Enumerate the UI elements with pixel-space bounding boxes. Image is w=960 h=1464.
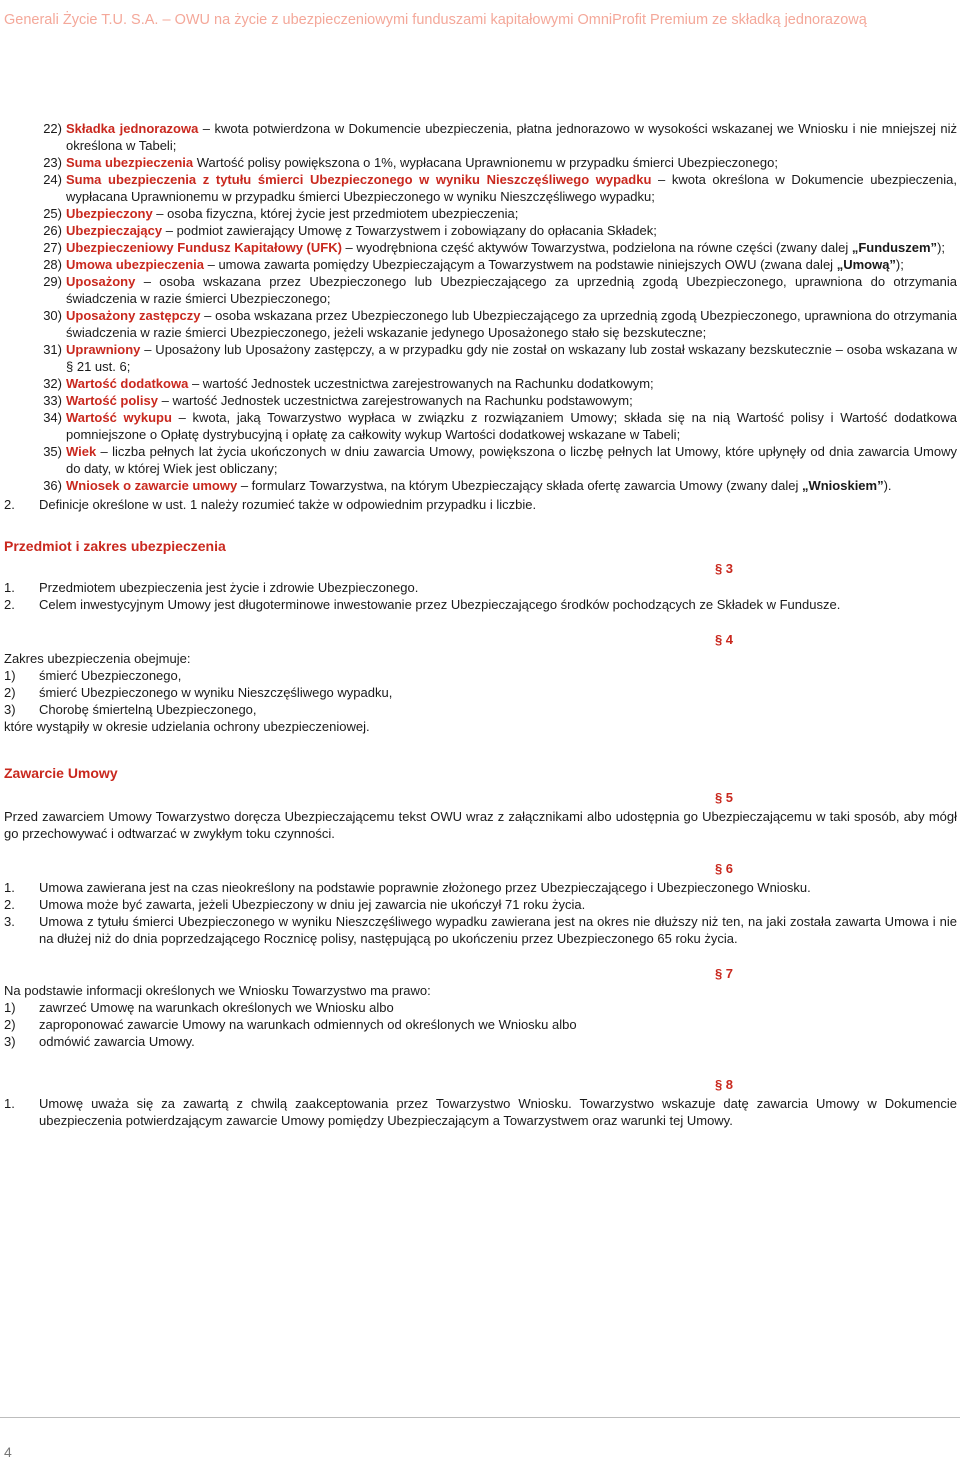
list-item [4,913,957,947]
page-number: 4 [4,1444,12,1460]
list-item [4,896,957,913]
definition-text: – osoba wskazana przez Ubezpieczonego lub Ubezpieczającego za uprzednią zgodą Ubezpieczonego, uprawniona do otrzymania świadczenia w razie śmierci Ubezpieczonego, jeżeli wskazanie jedynego Uposażonego stało się bezskuteczne; [66,308,957,340]
header-company: Generali Życie T.U. S.A. [4,12,159,28]
definition-body [66,409,957,443]
definition-item [4,256,957,273]
definition-body [66,307,957,341]
definition-body [66,205,957,222]
list-item-number: 2) [4,685,16,700]
definition-body [66,375,957,392]
definition-term: Wiek [66,444,97,459]
list-item [4,596,957,613]
page-header [4,12,954,29]
list-item [4,667,957,684]
definition-number: 24) [43,172,62,187]
definition-item [4,409,957,443]
definition-number: 32) [43,376,62,391]
definition-text: – liczba pełnych lat życia ukończonych w dniu zawarcia Umowy, powiększona o liczbę pełnych lat Umowy, które upłynęły od dnia zawarcia Umowy do daty, w której Wiek jest obliczany; [66,444,957,476]
definition-term: Suma ubezpieczenia z tytułu śmierci Ubezpieczonego w wyniku Nieszczęśliwego wypadku [66,172,652,187]
section-title-subject: Przedmiot i zakres ubezpieczenia [4,538,226,554]
paragraph-8-label: § 8 [714,1077,734,1092]
definition-alias: „Funduszem” [851,240,938,255]
list-item-text: Umowę uważa się za zawartą z chwilą zaakceptowania przez Towarzystwo Wniosku. Towarzystwo wskazuje datę zawarcia Umowy w Dokumencie ubezpieczenia potwierdzającym zawarcie Umowy pomiędzy Ubezpieczającym a Towarzystwem oraz warunki tej Umowy. [39,1096,957,1128]
definition-item [4,443,957,477]
definition-body [66,256,957,273]
point-2 [4,496,957,513]
list-item [4,579,957,596]
definition-text: – kwota potwierdzona w Dokumencie ubezpieczenia, płatna jednorazowo w wysokości wskazanej we Wniosku i nie mniejszej niż określona w Tabeli; [66,121,957,153]
paragraph-3-list [4,579,957,613]
list-item-text: zawrzeć Umowę na warunkach określonych we Wniosku albo [39,1000,394,1015]
definition-alias: „Wnioskiem” [801,478,884,493]
paragraph-6-label: § 6 [714,861,734,876]
definition-item [4,120,957,154]
list-item-text: Umowa z tytułu śmierci Ubezpieczonego w wyniku Nieszczęśliwego wypadku zawierana jest na okres nie dłuższy niż ten, na jaki została zawarta Umowa i nie na dłużej niż do dnia poprzedzającego Rocznicę polisy, następującą po ukończeniu przez Ubezpieczonego 65 roku życia. [39,914,957,946]
definition-text: Wartość polisy powiększona o 1%, wypłacana Uprawnionemu w przypadku śmierci Ubezpieczonego; [193,155,778,170]
definition-term: Wartość polisy [66,393,158,408]
definition-body [66,222,957,239]
list-item-number: 2) [4,1017,16,1032]
list-item [4,1016,957,1033]
list-item [4,701,957,718]
definition-item [4,477,957,494]
definition-term: Wartość dodatkowa [66,376,189,391]
list-item-text: Chorobę śmiertelną Ubezpieczonego, [39,702,257,717]
definition-number: 27) [43,240,62,255]
definition-term: Składka jednorazowa [66,121,199,136]
definition-tail: ); [937,240,946,255]
definition-number: 26) [43,223,62,238]
definition-text: – kwota określona w Dokumencie ubezpieczenia, wypłacana Uprawnionemu w przypadku śmierci Ubezpieczonego w wyniku Nieszczęśliwego wypadku; [66,172,957,204]
definition-term: Ubezpieczający [66,223,163,238]
list-item-text: śmierć Ubezpieczonego w wyniku Nieszczęśliwego wypadku, [39,685,393,700]
definition-text: – osoba fizyczna, której życie jest przedmiotem ubezpieczenia; [152,206,519,221]
list-item-number: 1. [4,1096,15,1111]
definition-number: 25) [43,206,62,221]
point-number: 2. [4,497,15,512]
header-title: OWU na życie z ubezpieczeniowymi funduszami kapitałowymi OmniProfit Premium ze składką jednorazową [174,12,867,28]
definition-item [4,307,957,341]
paragraph-4-list [4,667,957,718]
definition-number: 34) [43,410,62,425]
definition-tail: ). [883,478,892,493]
definition-text: – wartość Jednostek uczestnictwa zarejestrowanych na Rachunku podstawowym; [157,393,633,408]
list-item-number: 2. [4,597,15,612]
definition-tail: ); [895,257,904,272]
definition-text: – podmiot zawierający Umowę z Towarzystwem i zobowiązany do opłacania Składek; [162,223,657,238]
list-item-number: 1. [4,880,15,895]
list-item-number: 3) [4,702,16,717]
definition-term: Suma ubezpieczenia [66,155,194,170]
definition-item [4,273,957,307]
definition-item [4,205,957,222]
definition-term: Ubezpieczeniowy Fundusz Kapitałowy (UFK) [66,240,342,255]
definition-body [66,392,957,409]
definition-item [4,239,957,256]
definition-text: – wartość Jednostek uczestnictwa zarejestrowanych na Rachunku dodatkowym; [188,376,654,391]
paragraph-8-list [4,1095,957,1129]
definition-body [66,120,957,154]
list-item-number: 1) [4,1000,16,1015]
header-dash: – [158,12,175,28]
definitions-list [4,120,957,494]
definition-text: – osoba wskazana przez Ubezpieczonego lub Ubezpieczającego za uprzednią zgodą Ubezpieczonego, uprawniona do otrzymania świadczenia w razie śmierci Ubezpieczonego; [66,274,957,306]
paragraph-4-outro: które wystąpiły w okresie udzielania ochrony ubezpieczeniowej. [4,719,370,734]
definition-text: – kwota, jaką Towarzystwo wypłaca w związku z rozwiązaniem Umowy; składa się na nią Wartość polisy i Wartość dodatkowa pomniejszone o Opłatę dystrybucyjną i opłatę za całkowity wykup Wartości dodatkowej wskazane w Tabeli; [66,410,957,442]
paragraph-7-list [4,999,957,1050]
definition-number: 30) [43,308,62,323]
definition-number: 35) [43,444,62,459]
list-item-text: Celem inwestycyjnym Umowy jest długoterminowe inwestowanie przez Ubezpieczającego środków pochodzących ze Składek w Fundusze. [39,597,841,612]
definition-number: 23) [43,155,62,170]
definition-item [4,375,957,392]
definition-term: Uprawniony [66,342,141,357]
definition-alias: „Umową” [836,257,896,272]
definition-item [4,392,957,409]
point-text: Definicje określone w ust. 1 należy rozumieć także w odpowiednim przypadku i liczbie. [39,497,537,512]
paragraph-4-label: § 4 [714,632,734,647]
list-item-text: Przedmiotem ubezpieczenia jest życie i zdrowie Ubezpieczonego. [39,580,419,595]
list-item-text: zaproponować zawarcie Umowy na warunkach odmiennych od określonych we Wniosku albo [39,1017,577,1032]
list-item-text: odmówić zawarcia Umowy. [39,1034,195,1049]
definition-body [66,477,957,494]
list-item [4,1033,957,1050]
definition-term: Wartość wykupu [66,410,172,425]
definition-item [4,341,957,375]
definition-text: – formularz Towarzystwa, na którym Ubezpieczający składa ofertę zawarcia Umowy (zwany dalej [237,478,802,493]
list-item-number: 3. [4,914,15,929]
definition-body [66,154,957,171]
definition-body [66,239,957,256]
list-item-number: 2. [4,897,15,912]
definition-number: 36) [43,478,62,493]
paragraph-5-text: Przed zawarciem Umowy Towarzystwo doręcza Ubezpieczającemu tekst OWU wraz z załącznikami albo udostępnia go Ubezpieczającemu w taki sposób, aby mógł go przechowywać i odtwarzać w zwykłym toku czynności. [4,809,957,841]
paragraph-7-intro: Na podstawie informacji określonych we Wniosku Towarzystwo ma prawo: [4,983,431,998]
definition-text: – wyodrębniona część aktywów Towarzystwa, podzielona na równe części (zwany dalej [341,240,852,255]
paragraph-3-label: § 3 [714,561,734,576]
definition-item [4,171,957,205]
definition-term: Umowa ubezpieczenia [66,257,204,272]
definition-number: 29) [43,274,62,289]
paragraph-6-list [4,879,957,947]
definition-item [4,222,957,239]
list-item-text: Umowa zawierana jest na czas nieokreślony na podstawie poprawnie złożonego przez Ubezpieczającego i Ubezpieczonego Wniosku. [39,880,811,895]
definition-text: – Uposażony lub Uposażony zastępczy, a w przypadku gdy nie został on wskazany lub został wskazany bezskutecznie – osoba wskazana w § 21 ust. 6; [66,342,957,374]
definition-body [66,171,957,205]
list-item [4,684,957,701]
definition-number: 22) [43,121,62,136]
list-item-number: 1) [4,668,16,683]
document-body [4,120,957,1129]
definition-body [66,443,957,477]
list-item-number: 1. [4,580,15,595]
section-title-conclusion: Zawarcie Umowy [4,765,118,781]
definition-term: Wniosek o zawarcie umowy [66,478,238,493]
definition-item [4,154,957,171]
definition-number: 33) [43,393,62,408]
list-item [4,999,957,1016]
definition-term: Ubezpieczony [66,206,153,221]
paragraph-4-intro: Zakres ubezpieczenia obejmuje: [4,651,191,666]
definition-number: 31) [43,342,62,357]
list-item-number: 3) [4,1034,16,1049]
definition-term: Uposażony zastępczy [66,308,201,323]
definition-number: 28) [43,257,62,272]
definition-text: – umowa zawarta pomiędzy Ubezpieczającym a Towarzystwem na podstawie niniejszych OWU (zwana dalej [203,257,837,272]
list-item-text: Umowa może być zawarta, jeżeli Ubezpieczony w dniu jej zawarcia nie ukończył 71 roku życia. [39,897,586,912]
paragraph-5-label: § 5 [714,790,734,805]
list-item [4,1095,957,1129]
list-item-text: śmierć Ubezpieczonego, [39,668,182,683]
definition-term: Uposażony [66,274,136,289]
footer-divider [0,1417,960,1418]
paragraph-7-label: § 7 [714,966,734,981]
list-item [4,879,957,896]
definition-body [66,341,957,375]
definition-body [66,273,957,307]
